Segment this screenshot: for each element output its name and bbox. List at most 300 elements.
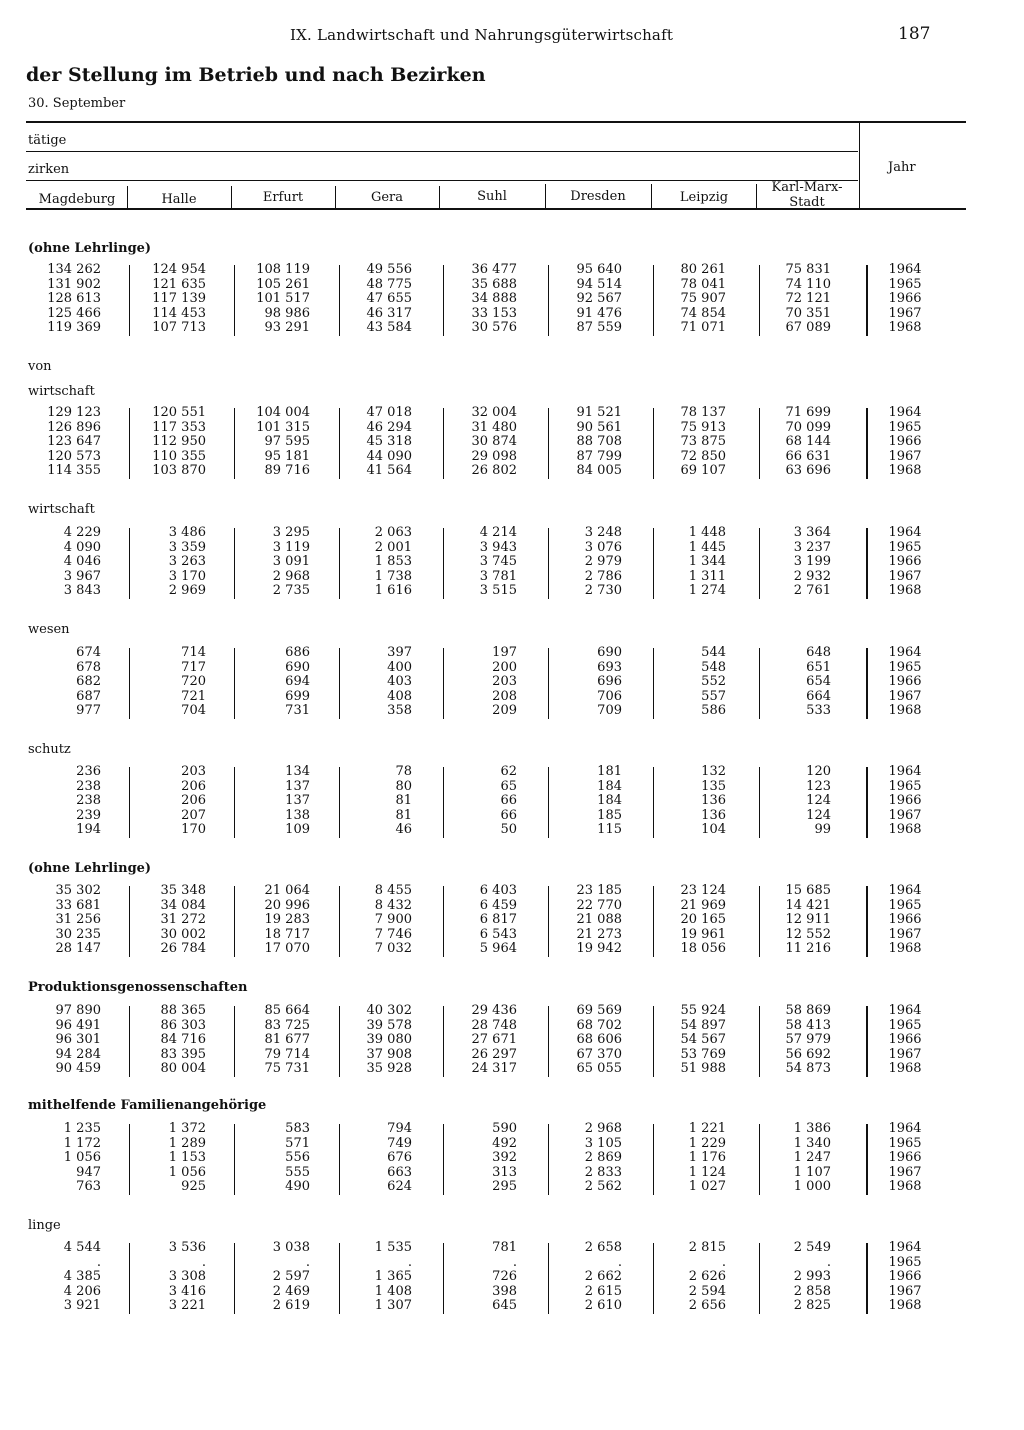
table-cell: 97 890 bbox=[55, 1003, 101, 1018]
table-cell: 128 613 bbox=[47, 291, 101, 306]
year-cell: 1968 bbox=[888, 463, 922, 478]
table-cell: 1 172 bbox=[63, 1135, 101, 1151]
table-cell: 29 436 bbox=[471, 1003, 517, 1018]
table-cell: 83 395 bbox=[160, 1046, 206, 1062]
table-cell: 17 070 bbox=[264, 941, 310, 956]
table-cell: 29 098 bbox=[471, 448, 517, 464]
table-cell: 3 486 bbox=[168, 525, 206, 540]
table-cell: 84 716 bbox=[160, 1032, 206, 1047]
year-cell: 1965 bbox=[888, 419, 922, 435]
table-cell: 115 bbox=[597, 822, 622, 837]
table-cell: 80 bbox=[395, 778, 412, 794]
table-cell: 552 bbox=[701, 674, 726, 689]
section-label: wirtschaft bbox=[28, 502, 95, 517]
year-cell: 1967 bbox=[888, 807, 922, 823]
year-divider bbox=[866, 767, 868, 838]
table-cell: 53 769 bbox=[680, 1046, 726, 1062]
table-cell: 2 786 bbox=[584, 568, 622, 584]
table-cell: 557 bbox=[701, 688, 726, 704]
column-divider bbox=[234, 528, 235, 599]
table-cell: 33 153 bbox=[471, 305, 517, 321]
table-cell: 7 900 bbox=[374, 912, 412, 927]
column-divider bbox=[548, 767, 549, 838]
table-cell: 93 291 bbox=[264, 320, 310, 335]
table-cell: 89 716 bbox=[264, 463, 310, 478]
column-divider bbox=[339, 408, 340, 479]
table-cell: 3 745 bbox=[479, 554, 517, 569]
table-cell: 238 bbox=[76, 778, 101, 794]
table-cell: 403 bbox=[387, 674, 412, 689]
column-divider bbox=[234, 265, 235, 336]
table-cell: 78 137 bbox=[680, 405, 726, 420]
year-cell: 1968 bbox=[888, 583, 922, 598]
column-divider bbox=[443, 1006, 444, 1077]
table-cell: 663 bbox=[387, 1164, 412, 1180]
table-cell: 70 351 bbox=[785, 305, 831, 321]
column-divider bbox=[759, 528, 760, 599]
table-cell: 46 bbox=[395, 822, 412, 837]
table-cell: 87 799 bbox=[576, 448, 622, 464]
column-header-leipzig: Leipzig bbox=[679, 190, 729, 205]
table-cell: 104 004 bbox=[256, 405, 310, 420]
column-divider bbox=[759, 1006, 760, 1077]
table-cell: 2 932 bbox=[793, 568, 831, 584]
table-cell: 1 340 bbox=[793, 1135, 831, 1151]
table-cell: 1 307 bbox=[374, 1298, 412, 1313]
year-cell: 1967 bbox=[888, 448, 922, 464]
table-cell: 121 635 bbox=[152, 276, 206, 292]
column-divider bbox=[339, 1124, 340, 1195]
table-cell: 3 263 bbox=[168, 554, 206, 569]
column-header-karl-marx-stadt: Karl-Marx- Stadt bbox=[771, 180, 843, 210]
table-cell: 35 348 bbox=[160, 883, 206, 898]
table-cell: 398 bbox=[492, 1283, 517, 1299]
table-cell: . bbox=[512, 1254, 517, 1270]
table-cell: 73 875 bbox=[680, 434, 726, 449]
column-divider bbox=[339, 1243, 340, 1314]
column-divider bbox=[339, 1006, 340, 1077]
table-cell: 28 147 bbox=[55, 941, 101, 956]
table-cell: 236 bbox=[76, 764, 101, 779]
table-cell: 39 080 bbox=[366, 1032, 412, 1047]
year-divider bbox=[866, 1006, 868, 1077]
table-cell: 2 833 bbox=[584, 1164, 622, 1180]
table-cell: 571 bbox=[285, 1135, 310, 1151]
table-cell: 108 119 bbox=[256, 262, 310, 277]
table-cell: 1 000 bbox=[793, 1179, 831, 1194]
table-cell: 65 055 bbox=[576, 1061, 622, 1076]
table-cell: 709 bbox=[597, 703, 622, 718]
table-cell: 86 303 bbox=[160, 1017, 206, 1033]
table-cell: 80 261 bbox=[680, 262, 726, 277]
table-cell: 207 bbox=[181, 807, 206, 823]
table-cell: 1 274 bbox=[688, 583, 726, 598]
table-cell: 99 bbox=[814, 822, 831, 837]
table-cell: 2 619 bbox=[272, 1298, 310, 1313]
page-number: 187 bbox=[898, 24, 931, 44]
table-cell: 117 139 bbox=[152, 291, 206, 306]
table-cell: 181 bbox=[597, 764, 622, 779]
column-header-suhl: Suhl bbox=[477, 189, 507, 204]
section-label: von bbox=[28, 359, 52, 374]
table-cell: 2 825 bbox=[793, 1298, 831, 1313]
table-cell: 3 359 bbox=[168, 539, 206, 555]
year-cell: 1967 bbox=[888, 688, 922, 704]
column-divider bbox=[443, 1243, 444, 1314]
table-cell: 75 913 bbox=[680, 419, 726, 435]
table-cell: 120 573 bbox=[47, 448, 101, 464]
table-cell: 2 562 bbox=[584, 1179, 622, 1194]
year-divider bbox=[866, 1243, 868, 1314]
table-cell: 12 552 bbox=[785, 926, 831, 942]
table-cell: 4 385 bbox=[63, 1269, 101, 1284]
column-divider bbox=[129, 1006, 130, 1077]
table-cell: 706 bbox=[597, 688, 622, 704]
column-divider bbox=[339, 767, 340, 838]
column-divider bbox=[234, 1124, 235, 1195]
table-cell: 2 594 bbox=[688, 1283, 726, 1299]
table-cell: 81 bbox=[395, 807, 412, 823]
table-cell: 34 888 bbox=[471, 291, 517, 306]
column-divider bbox=[548, 408, 549, 479]
table-cell: 1 221 bbox=[688, 1121, 726, 1136]
table-cell: 238 bbox=[76, 793, 101, 808]
column-divider bbox=[129, 886, 130, 957]
year-cell: 1965 bbox=[888, 659, 922, 675]
table-cell: 98 986 bbox=[264, 305, 310, 321]
table-cell: 97 595 bbox=[264, 434, 310, 449]
table-cell: 46 294 bbox=[366, 419, 412, 435]
table-cell: 690 bbox=[285, 659, 310, 675]
table-cell: 63 696 bbox=[785, 463, 831, 478]
table-cell: 32 004 bbox=[471, 405, 517, 420]
column-divider bbox=[653, 1124, 654, 1195]
table-cell: 47 018 bbox=[366, 405, 412, 420]
column-header-halle: Halle bbox=[161, 192, 197, 207]
table-cell: 651 bbox=[806, 659, 831, 675]
column-divider bbox=[548, 886, 549, 957]
table-cell: 90 459 bbox=[55, 1061, 101, 1076]
table-cell: 85 664 bbox=[264, 1003, 310, 1018]
table-cell: 12 911 bbox=[785, 912, 831, 927]
table-cell: 2 730 bbox=[584, 583, 622, 598]
table-cell: 23 124 bbox=[680, 883, 726, 898]
table-cell: . bbox=[201, 1254, 206, 1270]
table-cell: 720 bbox=[181, 674, 206, 689]
table-cell: 11 216 bbox=[785, 941, 831, 956]
table-cell: 18 717 bbox=[264, 926, 310, 942]
table-cell: 28 748 bbox=[471, 1017, 517, 1033]
table-cell: 88 365 bbox=[160, 1003, 206, 1018]
header-top-rule bbox=[26, 121, 966, 123]
table-cell: 47 655 bbox=[366, 291, 412, 306]
table-cell: 103 870 bbox=[152, 463, 206, 478]
table-cell: 2 858 bbox=[793, 1283, 831, 1299]
table-cell: 101 517 bbox=[256, 291, 310, 306]
column-divider bbox=[653, 648, 654, 719]
running-head: IX. Landwirtschaft und Nahrungsgüterwirtschaft bbox=[290, 26, 674, 44]
table-cell: 1 247 bbox=[793, 1150, 831, 1165]
table-cell: 686 bbox=[285, 645, 310, 660]
column-divider bbox=[234, 648, 235, 719]
table-cell: 110 355 bbox=[152, 448, 206, 464]
table-cell: 135 bbox=[701, 778, 726, 794]
table-cell: 400 bbox=[387, 659, 412, 675]
table-cell: 96 301 bbox=[55, 1032, 101, 1047]
year-cell: 1965 bbox=[888, 1135, 922, 1151]
table-cell: 197 bbox=[492, 645, 517, 660]
column-divider bbox=[653, 886, 654, 957]
year-cell: 1967 bbox=[888, 1164, 922, 1180]
table-cell: 490 bbox=[285, 1179, 310, 1194]
table-cell: 781 bbox=[492, 1240, 517, 1255]
year-cell: 1967 bbox=[888, 1046, 922, 1062]
table-cell: 72 850 bbox=[680, 448, 726, 464]
table-cell: 726 bbox=[492, 1269, 517, 1284]
header-rule-2 bbox=[26, 180, 858, 181]
table-cell: 1 448 bbox=[688, 525, 726, 540]
table-cell: 1 056 bbox=[63, 1150, 101, 1165]
column-header-erfurt: Erfurt bbox=[262, 190, 304, 205]
table-cell: 977 bbox=[76, 703, 101, 718]
table-cell: 2 869 bbox=[584, 1150, 622, 1165]
table-cell: 35 928 bbox=[366, 1061, 412, 1076]
table-cell: 556 bbox=[285, 1150, 310, 1165]
year-cell: 1964 bbox=[888, 883, 922, 898]
table-cell: 101 315 bbox=[256, 419, 310, 435]
table-cell: 7 746 bbox=[374, 926, 412, 942]
table-cell: 69 569 bbox=[576, 1003, 622, 1018]
column-divider bbox=[653, 528, 654, 599]
column-divider bbox=[548, 528, 549, 599]
table-cell: 66 bbox=[500, 793, 517, 808]
year-divider bbox=[866, 648, 868, 719]
table-cell: 75 907 bbox=[680, 291, 726, 306]
table-cell: 682 bbox=[76, 674, 101, 689]
table-cell: 54 897 bbox=[680, 1017, 726, 1033]
year-cell: 1964 bbox=[888, 764, 922, 779]
table-cell: 26 297 bbox=[471, 1046, 517, 1062]
table-cell: 717 bbox=[181, 659, 206, 675]
year-cell: 1965 bbox=[888, 276, 922, 292]
table-cell: 731 bbox=[285, 703, 310, 718]
year-cell: 1965 bbox=[888, 1254, 922, 1270]
table-cell: 206 bbox=[181, 778, 206, 794]
table-cell: 2 979 bbox=[584, 554, 622, 569]
column-divider bbox=[548, 648, 549, 719]
year-divider bbox=[866, 1124, 868, 1195]
table-cell: 14 421 bbox=[785, 897, 831, 913]
table-cell: 123 bbox=[806, 778, 831, 794]
table-cell: . bbox=[407, 1254, 412, 1270]
column-divider bbox=[129, 648, 130, 719]
table-cell: 43 584 bbox=[366, 320, 412, 335]
table-cell: 66 bbox=[500, 807, 517, 823]
table-cell: 3 221 bbox=[168, 1298, 206, 1313]
table-cell: 44 090 bbox=[366, 448, 412, 464]
table-cell: 3 967 bbox=[63, 568, 101, 584]
table-cell: 23 185 bbox=[576, 883, 622, 898]
year-cell: 1965 bbox=[888, 539, 922, 555]
table-cell: 56 692 bbox=[785, 1046, 831, 1062]
column-divider bbox=[653, 767, 654, 838]
column-divider bbox=[653, 1006, 654, 1077]
table-cell: 81 677 bbox=[264, 1032, 310, 1047]
table-cell: 30 874 bbox=[471, 434, 517, 449]
table-cell: 2 969 bbox=[168, 583, 206, 598]
table-cell: 3 515 bbox=[479, 583, 517, 598]
table-date: 30. September bbox=[28, 96, 126, 111]
table-cell: 22 770 bbox=[576, 897, 622, 913]
table-cell: 36 477 bbox=[471, 262, 517, 277]
year-cell: 1967 bbox=[888, 305, 922, 321]
table-cell: 3 076 bbox=[584, 539, 622, 555]
table-cell: 1 616 bbox=[374, 583, 412, 598]
table-cell: 137 bbox=[285, 778, 310, 794]
table-cell: 26 784 bbox=[160, 941, 206, 956]
table-cell: 66 631 bbox=[785, 448, 831, 464]
table-cell: 763 bbox=[76, 1179, 101, 1194]
table-cell: 2 469 bbox=[272, 1283, 310, 1299]
column-divider bbox=[129, 408, 130, 479]
table-cell: 74 110 bbox=[785, 276, 831, 292]
table-cell: 40 302 bbox=[366, 1003, 412, 1018]
table-cell: 749 bbox=[387, 1135, 412, 1151]
table-cell: 1 386 bbox=[793, 1121, 831, 1136]
table-cell: 2 761 bbox=[793, 583, 831, 598]
column-divider bbox=[339, 648, 340, 719]
table-cell: 3 308 bbox=[168, 1269, 206, 1284]
table-cell: 4 206 bbox=[63, 1283, 101, 1299]
table-cell: 30 235 bbox=[55, 926, 101, 942]
table-cell: 674 bbox=[76, 645, 101, 660]
table-cell: 3 038 bbox=[272, 1240, 310, 1255]
column-divider bbox=[234, 886, 235, 957]
table-cell: 947 bbox=[76, 1164, 101, 1180]
table-cell: 676 bbox=[387, 1150, 412, 1165]
table-cell: 1 124 bbox=[688, 1164, 726, 1180]
table-cell: 6 459 bbox=[479, 897, 517, 913]
column-divider bbox=[443, 767, 444, 838]
column-divider bbox=[234, 1243, 235, 1314]
table-cell: 55 924 bbox=[680, 1003, 726, 1018]
table-cell: 21 088 bbox=[576, 912, 622, 927]
table-cell: 3 416 bbox=[168, 1283, 206, 1299]
table-cell: 20 165 bbox=[680, 912, 726, 927]
section-label: mithelfende Familienangehörige bbox=[28, 1098, 267, 1113]
table-cell: 714 bbox=[181, 645, 206, 660]
table-cell: 84 005 bbox=[576, 463, 622, 478]
table-cell: 696 bbox=[597, 674, 622, 689]
year-cell: 1967 bbox=[888, 568, 922, 584]
table-cell: 2 001 bbox=[374, 539, 412, 555]
table-cell: 19 961 bbox=[680, 926, 726, 942]
table-cell: 19 942 bbox=[576, 941, 622, 956]
table-cell: 2 549 bbox=[793, 1240, 831, 1255]
table-cell: 1 738 bbox=[374, 568, 412, 584]
table-cell: 132 bbox=[701, 764, 726, 779]
table-cell: 3 781 bbox=[479, 568, 517, 584]
year-cell: 1968 bbox=[888, 703, 922, 718]
table-cell: 58 869 bbox=[785, 1003, 831, 1018]
table-cell: 624 bbox=[387, 1179, 412, 1194]
section-label: Produktionsgenossenschaften bbox=[28, 980, 248, 995]
table-cell: 68 606 bbox=[576, 1032, 622, 1047]
year-cell: 1966 bbox=[888, 291, 922, 306]
table-cell: 74 854 bbox=[680, 305, 726, 321]
year-divider bbox=[866, 886, 868, 957]
table-cell: 170 bbox=[181, 822, 206, 837]
table-cell: 75 831 bbox=[785, 262, 831, 277]
column-divider bbox=[548, 1006, 549, 1077]
table-cell: 83 725 bbox=[264, 1017, 310, 1033]
column-divider bbox=[759, 648, 760, 719]
table-cell: 20 996 bbox=[264, 897, 310, 913]
table-cell: 107 713 bbox=[152, 320, 206, 335]
table-cell: 203 bbox=[492, 674, 517, 689]
table-cell: 94 514 bbox=[576, 276, 622, 292]
table-cell: 2 656 bbox=[688, 1298, 726, 1313]
table-cell: 185 bbox=[597, 807, 622, 823]
table-cell: 90 561 bbox=[576, 419, 622, 435]
table-cell: 313 bbox=[492, 1164, 517, 1180]
table-cell: 6 543 bbox=[479, 926, 517, 942]
column-divider bbox=[759, 265, 760, 336]
table-cell: 1 229 bbox=[688, 1135, 726, 1151]
table-cell: 41 564 bbox=[366, 463, 412, 478]
table-cell: 54 567 bbox=[680, 1032, 726, 1047]
table-cell: 62 bbox=[500, 764, 517, 779]
table-cell: 209 bbox=[492, 703, 517, 718]
table-cell: 1 176 bbox=[688, 1150, 726, 1165]
table-cell: 71 071 bbox=[680, 320, 726, 335]
column-divider bbox=[129, 1124, 130, 1195]
table-cell: 654 bbox=[806, 674, 831, 689]
table-cell: 78 bbox=[395, 764, 412, 779]
table-cell: 80 004 bbox=[160, 1061, 206, 1076]
table-cell: 30 576 bbox=[471, 320, 517, 335]
table-cell: 72 121 bbox=[785, 291, 831, 306]
column-divider bbox=[129, 528, 130, 599]
table-cell: 119 369 bbox=[47, 320, 101, 335]
table-cell: 1 153 bbox=[168, 1150, 206, 1165]
table-cell: 3 199 bbox=[793, 554, 831, 569]
table-cell: 3 921 bbox=[63, 1298, 101, 1313]
table-cell: 1 289 bbox=[168, 1135, 206, 1151]
table-cell: 109 bbox=[285, 822, 310, 837]
year-divider bbox=[866, 528, 868, 599]
year-column-divider bbox=[859, 121, 860, 209]
table-cell: 68 702 bbox=[576, 1017, 622, 1033]
table-cell: 1 445 bbox=[688, 539, 726, 555]
year-cell: 1966 bbox=[888, 1150, 922, 1165]
table-cell: 123 647 bbox=[47, 434, 101, 449]
year-cell: 1968 bbox=[888, 941, 922, 956]
table-cell: 2 735 bbox=[272, 583, 310, 598]
table-cell: 3 248 bbox=[584, 525, 622, 540]
table-cell: 120 551 bbox=[152, 405, 206, 420]
table-cell: 6 817 bbox=[479, 912, 517, 927]
table-cell: 124 954 bbox=[152, 262, 206, 277]
table-cell: 137 bbox=[285, 793, 310, 808]
table-cell: 184 bbox=[597, 778, 622, 794]
year-cell: 1966 bbox=[888, 1269, 922, 1284]
table-cell: 21 064 bbox=[264, 883, 310, 898]
table-cell: 3 237 bbox=[793, 539, 831, 555]
year-cell: 1968 bbox=[888, 1179, 922, 1194]
section-label: (ohne Lehrlinge) bbox=[28, 241, 152, 256]
table-cell: 2 968 bbox=[584, 1121, 622, 1136]
